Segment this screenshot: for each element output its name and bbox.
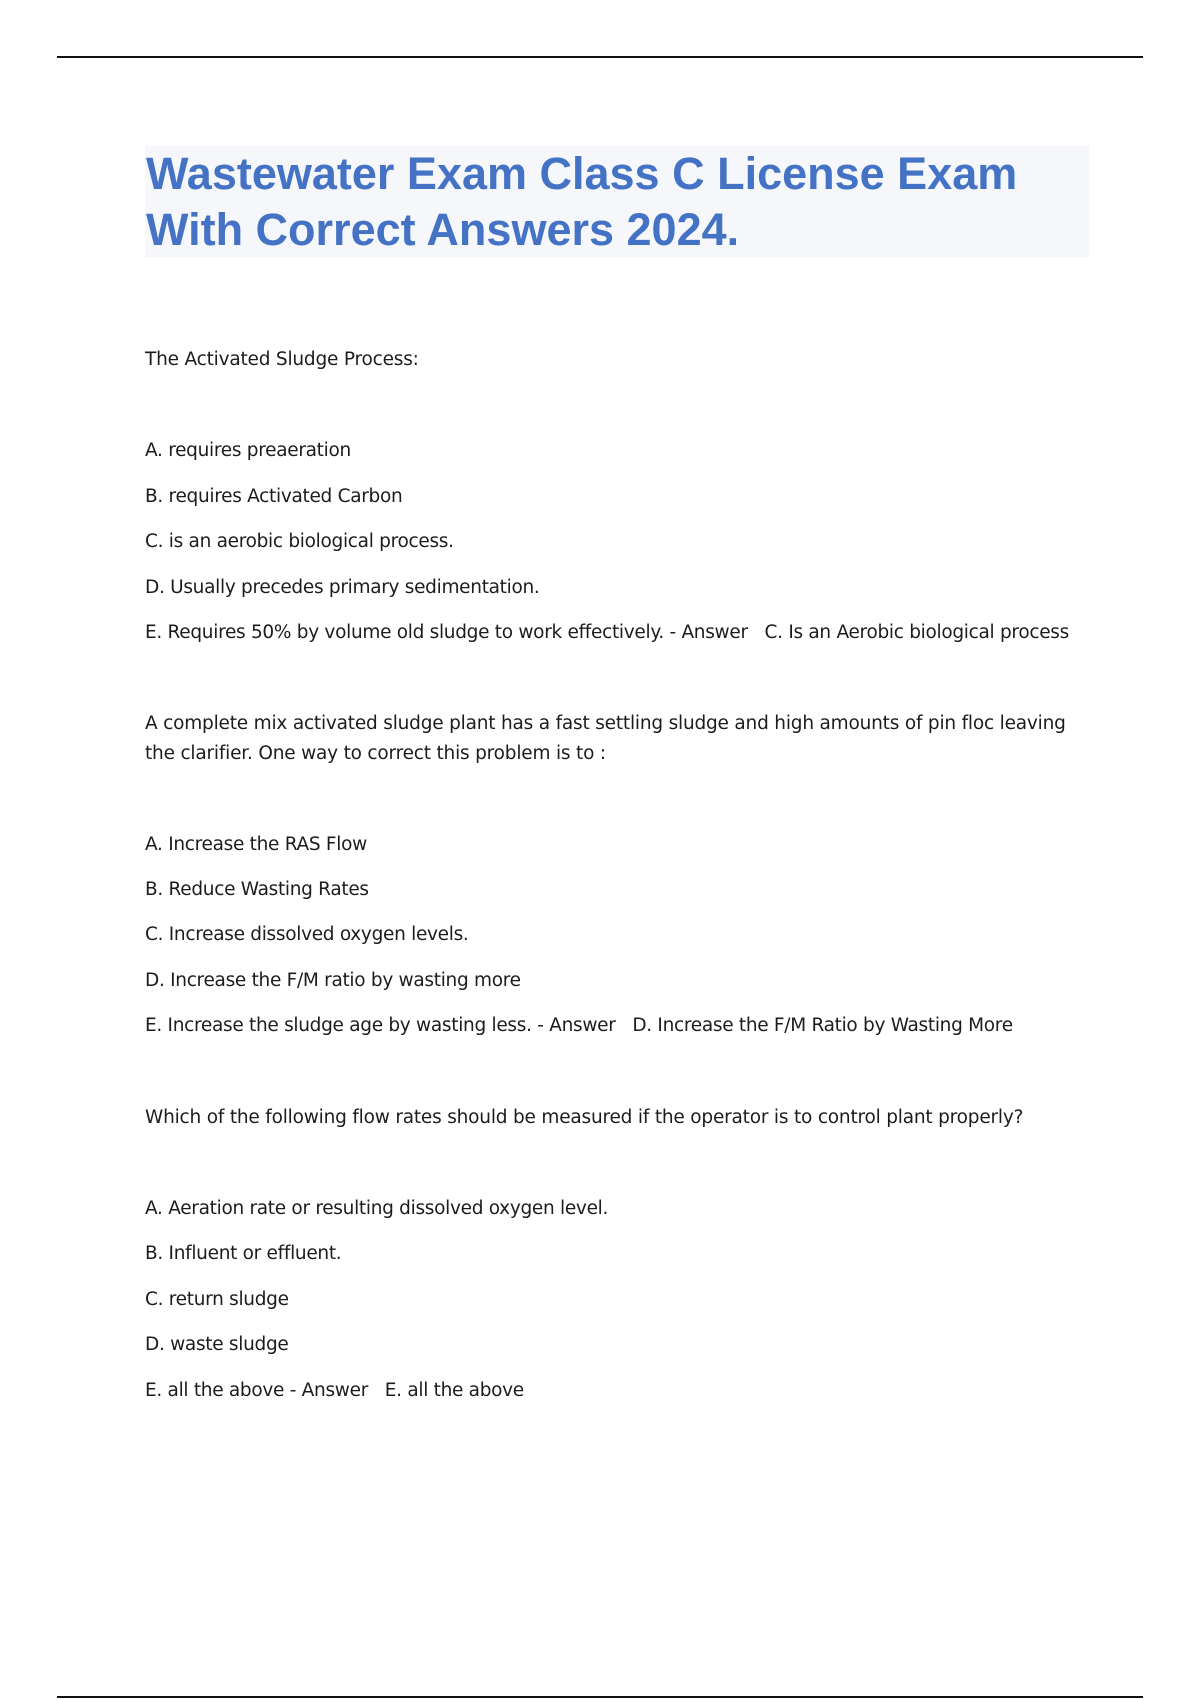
q1-option-a: A. requires preaeration bbox=[145, 440, 351, 461]
q3-option-a: A. Aeration rate or resulting dissolved oxygen level. bbox=[145, 1198, 609, 1219]
q2-option-a: A. Increase the RAS Flow bbox=[145, 834, 367, 855]
title-line-2: With Correct Answers 2024. bbox=[146, 204, 740, 255]
q3-option-d: D. waste sludge bbox=[145, 1334, 289, 1355]
q2-option-e: E. Increase the sludge age by wasting less. bbox=[145, 1015, 532, 1036]
top-rule bbox=[57, 56, 1143, 58]
document-title bbox=[146, 146, 1106, 258]
q1-option-d: D. Usually precedes primary sedimentation. bbox=[145, 577, 540, 598]
q1-option-c: C. is an aerobic biological process. bbox=[145, 531, 454, 552]
q3-option-e: E. all the above bbox=[145, 1380, 285, 1401]
q1-answer: C. Is an Aerobic biological process bbox=[764, 622, 1069, 643]
q2-option-b: B. Reduce Wasting Rates bbox=[145, 879, 369, 900]
q2-option-e-with-answer bbox=[145, 1014, 1013, 1038]
question-1: The Activated Sludge Process: bbox=[145, 349, 419, 370]
q3-answer: E. all the above bbox=[384, 1380, 524, 1401]
q3-option-b: B. Influent or effluent. bbox=[145, 1243, 342, 1264]
q3-answer-label: - Answer bbox=[284, 1380, 374, 1401]
bottom-rule bbox=[57, 1696, 1143, 1698]
q2-answer: D. Increase the F/M Ratio by Wasting More bbox=[632, 1015, 1013, 1036]
q2-option-c: C. Increase dissolved oxygen levels. bbox=[145, 924, 469, 945]
q1-option-e: E. Requires 50% by volume old sludge to work effectively. bbox=[145, 622, 664, 643]
q2-answer-label: - Answer bbox=[531, 1015, 622, 1036]
q2-option-d: D. Increase the F/M ratio by wasting more bbox=[145, 970, 521, 991]
question-2: A complete mix activated sludge plant has a fast settling sludge and high amounts of pin floc leaving the clarifier. One way to correct this problem is to : bbox=[145, 713, 1066, 764]
question-3: Which of the following flow rates should be measured if the operator is to control plant properly? bbox=[145, 1107, 1024, 1128]
q1-answer-label: - Answer bbox=[663, 622, 754, 643]
title-line-1: Wastewater Exam Class C License Exam bbox=[146, 148, 1018, 199]
q1-option-b: B. requires Activated Carbon bbox=[145, 486, 403, 507]
q1-option-e-with-answer bbox=[145, 621, 1069, 645]
q3-option-c: C. return sludge bbox=[145, 1289, 289, 1310]
q3-option-e-with-answer bbox=[145, 1379, 524, 1403]
